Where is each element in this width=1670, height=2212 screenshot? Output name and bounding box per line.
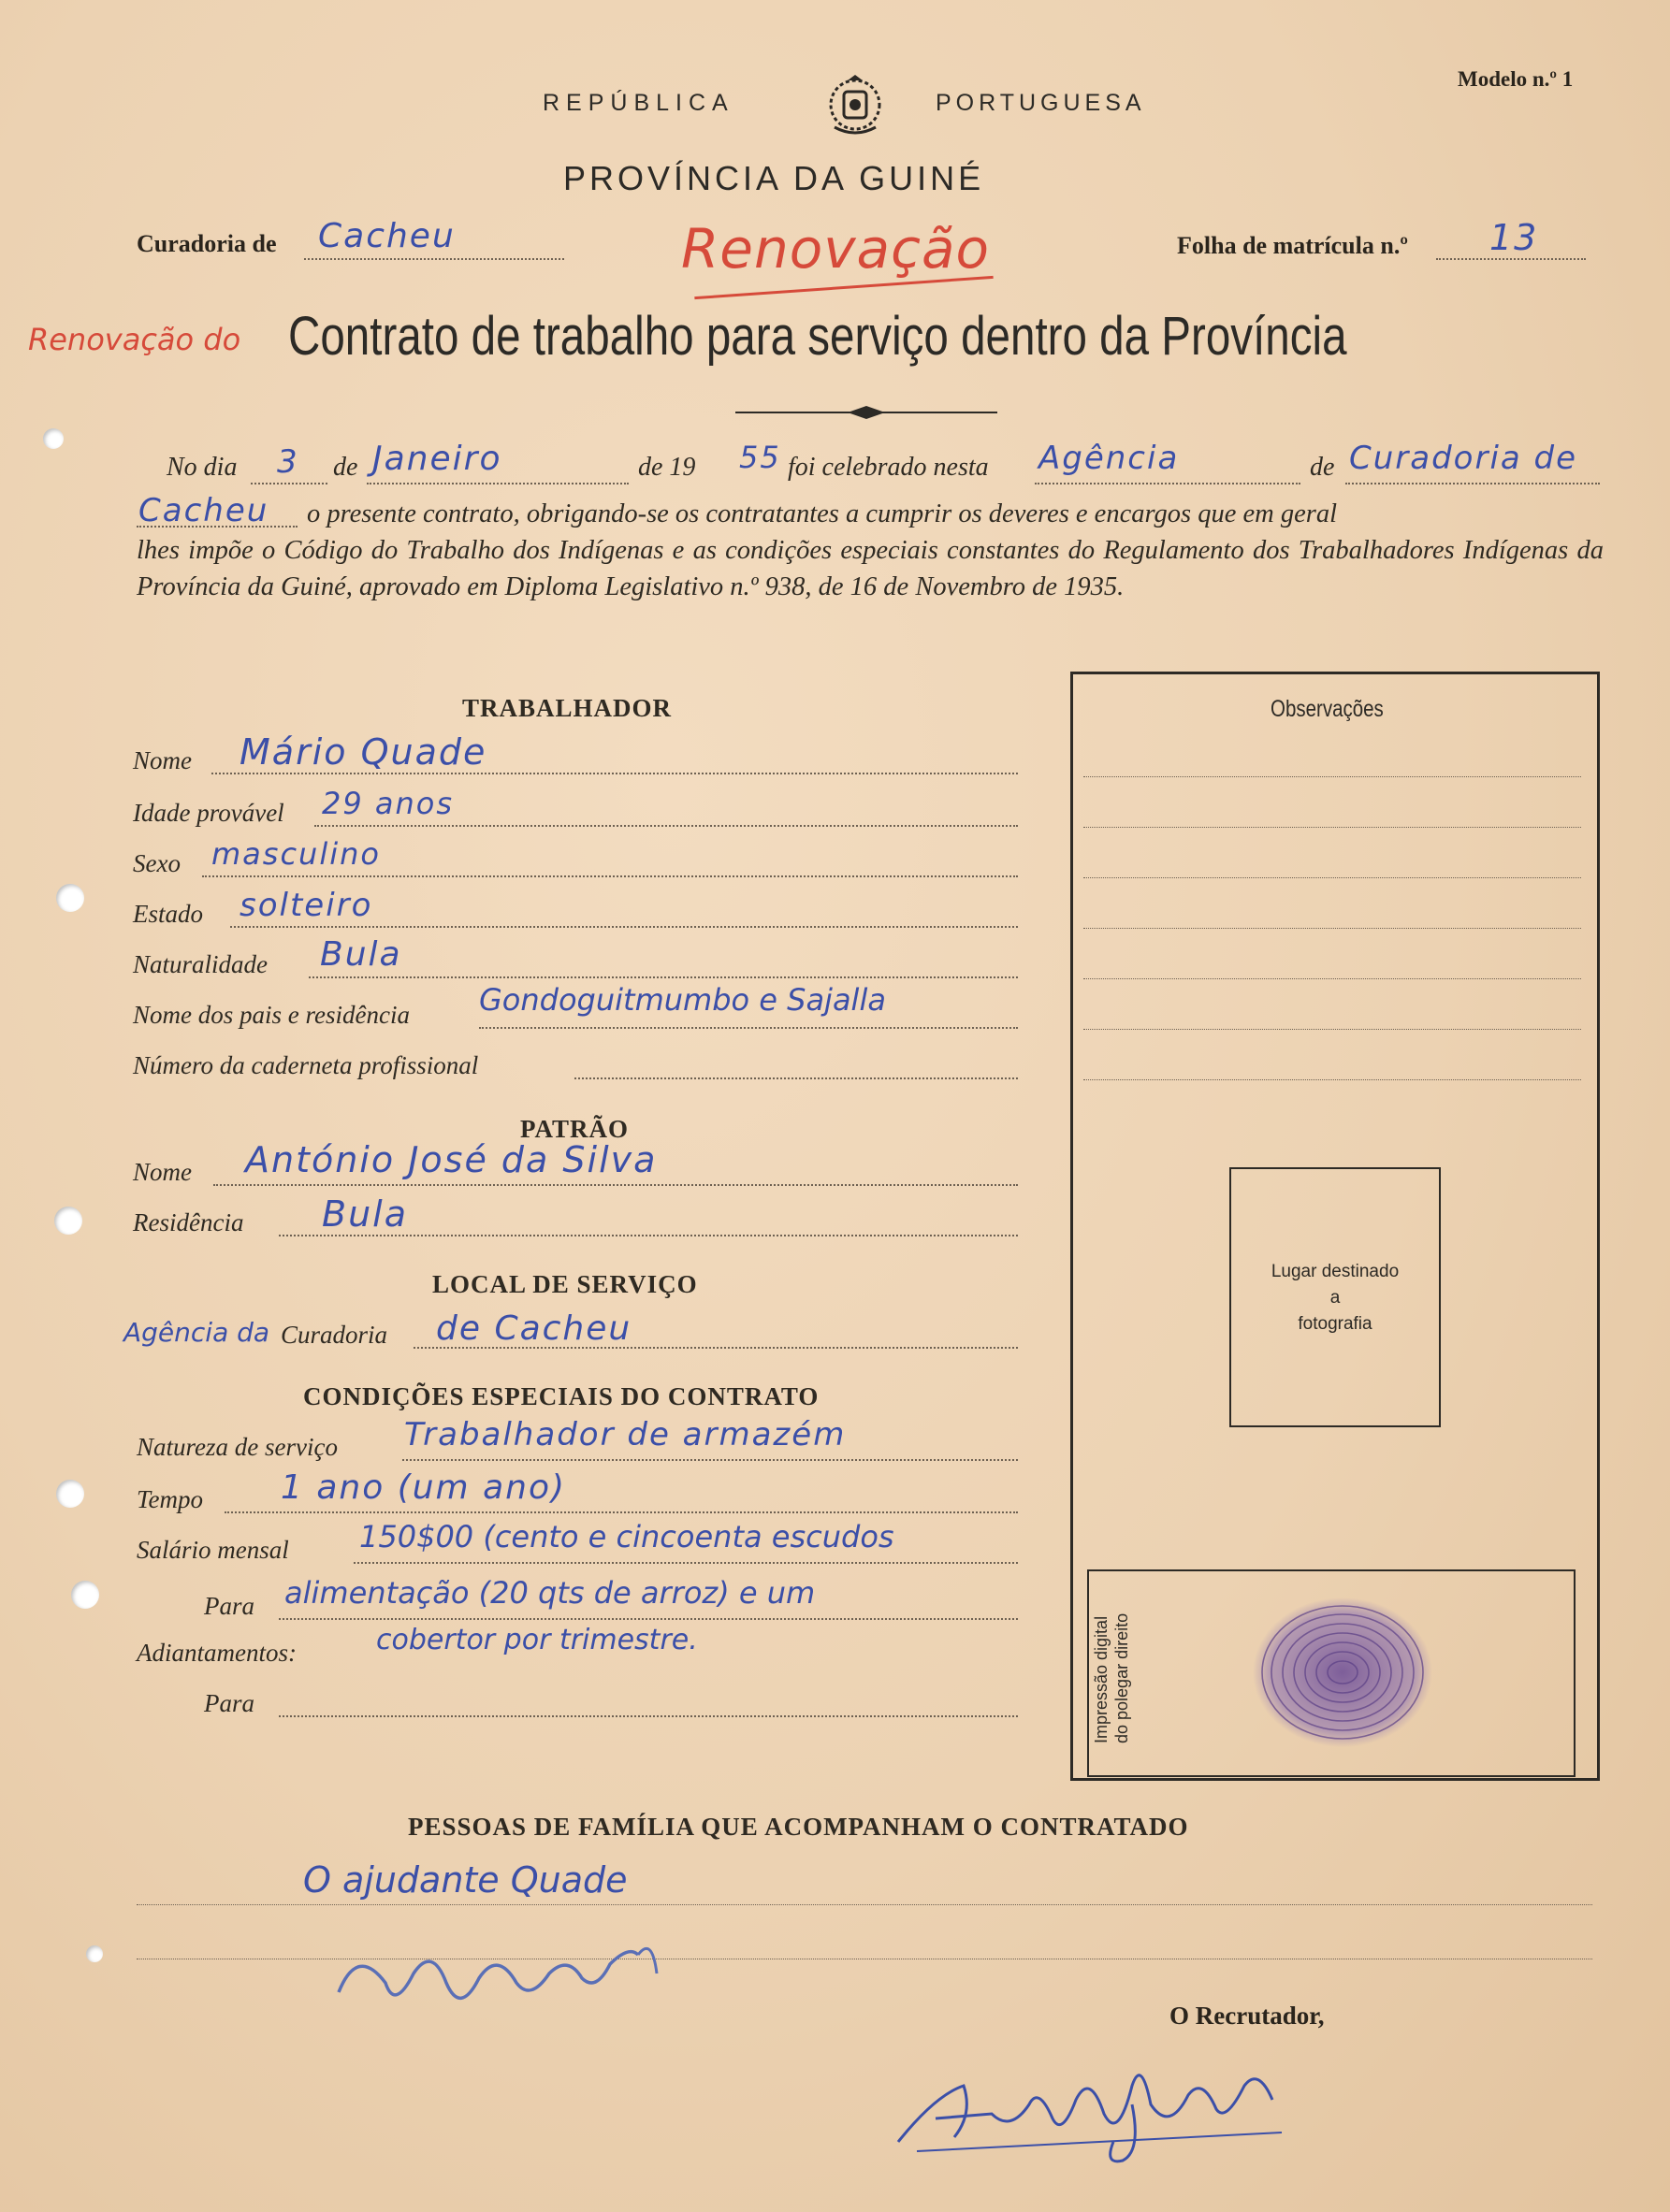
local-label: Curadoria: [281, 1321, 388, 1349]
place3-value: Cacheu: [138, 492, 269, 529]
obs-line: [1083, 1029, 1581, 1030]
signature-scrawl-left: [329, 1927, 685, 2030]
para2-line: [279, 1715, 1018, 1717]
para1-value: alimentação (20 qts de arroz) e um: [284, 1575, 816, 1611]
familia-heading: PESSOAS DE FAMÍLIA QUE ACOMPANHAM O CONTRATADO: [408, 1813, 1189, 1841]
thumbprint-caption-line: Impressão digital: [1092, 1615, 1111, 1743]
punch-hole: [43, 428, 64, 449]
obs-line: [1083, 1079, 1581, 1080]
punch-hole: [71, 1581, 99, 1609]
naturalidade-line: [309, 976, 1018, 978]
salario-line: [354, 1562, 1018, 1564]
contract-title: Contrato de trabalho para serviço dentro da Província: [288, 306, 1347, 367]
no-dia-label: No dia: [167, 453, 238, 482]
curadoria-field-line: [304, 258, 564, 260]
day-line: [251, 483, 327, 484]
place3-line: [137, 526, 298, 528]
recrutador-signature: [889, 2048, 1319, 2170]
nome-line: [211, 773, 1018, 774]
punch-hole: [86, 1945, 103, 1962]
para2-label: Para: [204, 1689, 254, 1717]
republic-right: PORTUGUESA: [936, 90, 1146, 116]
place1-line: [1035, 483, 1300, 484]
salario-value: 150$00 (cento e cincoenta escudos: [359, 1519, 894, 1554]
obs-line: [1083, 978, 1581, 979]
de-label-2: de: [1310, 453, 1335, 482]
patrao-nome-label: Nome: [133, 1158, 192, 1186]
punch-hole: [54, 1207, 82, 1235]
intro-paragraph: lhes impõe o Código do Trabalho dos Indígenas e as condições especiais constantes do Regulamento dos Trabalhadores Indígenas da Província da Guiné, aprovado em Diploma Legislativo n.º 938, de 16 de Novembro de 1935.: [137, 536, 1604, 601]
tempo-value: 1 ano (um ano): [281, 1468, 567, 1507]
sexo-line: [202, 875, 1018, 877]
adiantamentos-label: Adiantamentos:: [137, 1639, 297, 1667]
residencia-line: [279, 1235, 1018, 1236]
obs-line: [1083, 827, 1581, 828]
local-prefix-handwritten: Agência da: [123, 1317, 270, 1348]
place1-value: Agência: [1038, 440, 1180, 477]
natureza-label: Natureza de serviço: [137, 1433, 338, 1461]
patrao-nome-line: [213, 1184, 1018, 1186]
model-label: Modelo n.º 1: [1458, 67, 1574, 91]
tempo-line: [225, 1511, 1018, 1513]
caderneta-line: [574, 1077, 1018, 1079]
natureza-value: Trabalhador de armazém: [404, 1416, 847, 1453]
natureza-line: [402, 1459, 1018, 1461]
sexo-label: Sexo: [133, 849, 181, 877]
nome-value: Mário Quade: [240, 731, 487, 773]
sexo-value: masculino: [211, 836, 381, 872]
intro-line1: o presente contrato, obrigando-se os contratantes a cumprir os deveres e encargos que em geral: [307, 499, 1338, 528]
condicoes-heading: CONDIÇÕES ESPECIAIS DO CONTRATO: [303, 1382, 820, 1410]
folha-field-line: [1436, 258, 1586, 260]
punch-hole: [56, 884, 84, 912]
folha-label: Folha de matrícula n.º: [1177, 232, 1408, 259]
familia-line: [137, 1904, 1592, 1905]
naturalidade-label: Naturalidade: [133, 950, 269, 978]
foi-celebrado-label: foi celebrado nesta: [788, 453, 989, 482]
idade-line: [314, 825, 1018, 827]
tempo-label: Tempo: [137, 1485, 204, 1513]
curadoria-value: Cacheu: [318, 217, 456, 255]
republic-left: REPÚBLICA: [543, 90, 734, 116]
naturalidade-value: Bula: [320, 935, 402, 974]
thumbprint-icon: [1244, 1590, 1441, 1755]
month-line: [367, 483, 629, 484]
place2-value: Curadoria de: [1349, 440, 1578, 477]
residencia-value: Bula: [322, 1193, 408, 1235]
coat-of-arms-icon: [825, 73, 885, 140]
de-label-1: de: [333, 453, 358, 482]
idade-value: 29 anos: [322, 786, 455, 821]
observacoes-title: Observações: [1271, 696, 1384, 722]
local-value: de Cacheu: [436, 1309, 632, 1348]
obs-line: [1083, 776, 1581, 777]
adiantamentos-value: cobertor por trimestre.: [376, 1624, 698, 1656]
pais-line: [479, 1027, 1018, 1029]
photo-caption-line: a: [1329, 1288, 1341, 1308]
title-prefix-handwritten: Renovação do: [28, 322, 241, 357]
thumbprint-caption-line: do polegar direito: [1112, 1612, 1131, 1743]
nome-label: Nome: [133, 746, 192, 774]
obs-line: [1083, 928, 1581, 929]
idade-label: Idade provável: [133, 799, 284, 827]
recrutador-label: O Recrutador,: [1169, 2002, 1325, 2030]
familia-value: O ajudante Quade: [303, 1859, 628, 1901]
de-year-label: de 19: [638, 453, 696, 482]
estado-label: Estado: [133, 900, 204, 928]
renovacao-stamp: Renovação: [681, 217, 991, 281]
folha-value: 13: [1489, 217, 1539, 258]
residencia-label: Residência: [133, 1208, 244, 1236]
pais-label: Nome dos pais e residência: [133, 1001, 410, 1029]
pais-value: Gondoguitmumbo e Sajalla: [479, 982, 886, 1018]
photo-caption-line: Lugar destinado: [1271, 1262, 1400, 1281]
province-title: PROVÍNCIA DA GUINÉ: [563, 159, 985, 197]
place2-line: [1345, 483, 1600, 484]
obs-line: [1083, 877, 1581, 878]
trabalhador-heading: TRABALHADOR: [462, 694, 673, 722]
estado-value: solteiro: [240, 887, 373, 924]
thumbprint-caption: [1091, 1613, 1132, 1743]
curadoria-label: Curadoria de: [137, 230, 277, 257]
photo-caption-line: fotografia: [1298, 1314, 1372, 1334]
photo-caption: [1229, 1259, 1441, 1337]
para1-line: [279, 1618, 1018, 1620]
para1-label: Para: [204, 1592, 254, 1620]
punch-hole: [56, 1480, 84, 1508]
month-value: Janeiro: [372, 440, 502, 478]
patrao-nome-value: António José da Silva: [245, 1139, 658, 1180]
day-value: 3: [277, 443, 299, 481]
year-value: 55: [739, 440, 781, 475]
patrao-heading: PATRÃO: [520, 1115, 629, 1143]
local-heading: LOCAL DE SERVIÇO: [432, 1270, 698, 1298]
estado-line: [230, 926, 1018, 928]
caderneta-label: Número da caderneta profissional: [133, 1051, 479, 1079]
rule-ornament-icon: [848, 406, 885, 419]
salario-label: Salário mensal: [137, 1536, 289, 1564]
